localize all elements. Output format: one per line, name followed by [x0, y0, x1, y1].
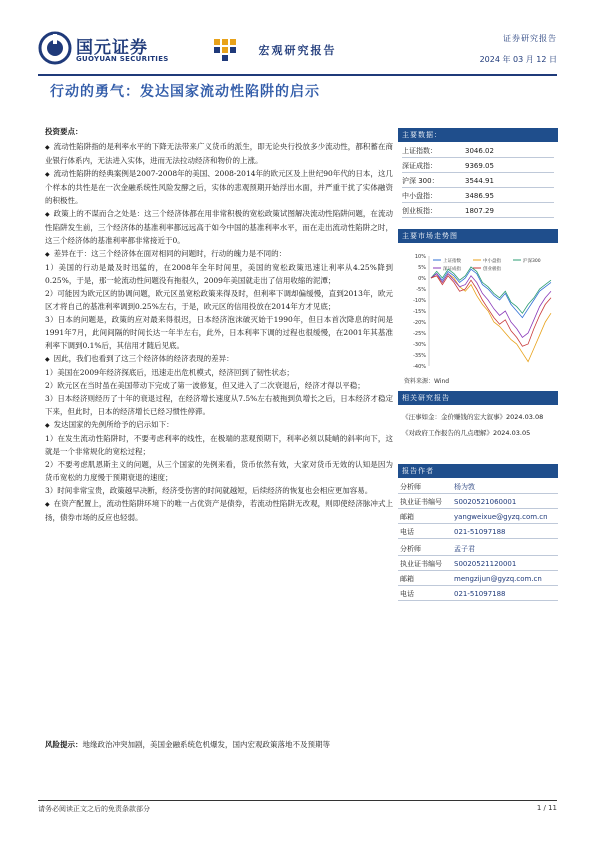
legend-label: 上证指数 — [443, 259, 461, 264]
sub-paragraph: 1）在发生流动性陷阱时，不要考虑利率的线性，在极端的悲观预期下，利率必须以陡峭的斜率向下，这就是一个非常规化的宽松过程； — [45, 434, 393, 456]
author-name-row — [398, 542, 558, 556]
author-tel: 021-51097188 — [454, 590, 506, 598]
index-name: 深证成指： — [402, 162, 437, 170]
index-name: 创业板指： — [402, 207, 437, 215]
author-name-row — [398, 480, 558, 494]
author-field-label: 电话 — [400, 528, 414, 536]
index-value: 1807.29 — [465, 207, 494, 215]
market-data-row — [402, 190, 554, 203]
market-data-row — [402, 175, 554, 188]
related-report-2[interactable]: 《对政府工作报告的几点理解》2024.03.05 — [402, 429, 531, 437]
author-mail[interactable]: yangweixue@gyzq.com.cn — [454, 513, 548, 521]
logo-cn-text: 国元证券 — [76, 38, 148, 58]
bullet-paragraph: ◆ 在资产配置上，流动性陷阱环境下的唯一占优资产是债券，若流动性陷阱无改观，则即使经济脉冲式上扬，债券市场的反应也轻弱。 — [45, 497, 393, 524]
index-value: 9369.05 — [465, 162, 494, 170]
market-trend-chart — [405, 252, 555, 370]
related-reports-header: 相关研究报告 — [398, 391, 558, 405]
sub-paragraph: 1）美国在2009年经济探底后，迅速走出危机模式，经济回到了韧性状态； — [45, 368, 294, 377]
paragraph-list — [45, 140, 393, 524]
y-tick-label: -20% — [413, 320, 426, 326]
author-cert: S0020521120001 — [454, 560, 517, 568]
legend-label: 深证成指 — [443, 267, 461, 272]
author-mail[interactable]: mengzijun@gyzq.com.cn — [454, 575, 542, 583]
index-value: 3046.02 — [465, 147, 494, 155]
author-field-label: 分析师 — [400, 545, 421, 553]
legend-label: 沪深300 — [523, 259, 541, 264]
y-tick-label: -35% — [413, 353, 426, 359]
body-text — [45, 125, 393, 524]
y-tick-label: -10% — [413, 298, 426, 304]
chart-source: 资料来源：Wind — [404, 378, 450, 385]
author-field-label: 电话 — [400, 590, 414, 598]
bullet-paragraph: ◆ 流动性陷阱的经典案例是2007-2008年的美国、2008-2014年的欧元区及上世纪90年代的日本，这几个样本的共性是在一次金融系统性风险发酵之后，实体的悲观预期开始浮出水面，并严重干扰了实体融资的积极性。 — [45, 167, 393, 207]
bullet-paragraph: ◆ 流动性陷阱指的是利率水平的下降无法带来广义货币的派生，即无论央行投放多少流动性，都积蓄在商业银行体系内，无法进入实体，进而无法拉动经济和物价的上涨。 — [45, 140, 393, 167]
y-tick-label: 0% — [418, 276, 426, 282]
author-tel: 021-51097188 — [454, 528, 506, 536]
bullet-paragraph: ◆ 差异在于：这三个经济体在面对相同的问题时，行动的魄力是不同的： — [45, 247, 393, 261]
risk-label: 风险提示： — [45, 740, 83, 749]
y-tick-label: -5% — [416, 287, 426, 293]
sub-paragraph: 3）时间非常宝贵，政策越早决断，经济受伤害的时间就越短，后续经济的恢复也会相应更加容易。 — [45, 486, 373, 495]
sub-paragraph: 1）美国的行动是最及时迅猛的，在2008年全年时间里，美国的宽松政策迅速让利率从4.25%降到0.25%，于是，那一轮流动性问题没有拖很久，2009年美国就走出了信用收缩的泥潭； — [45, 263, 393, 285]
y-tick-label: -40% — [413, 364, 426, 370]
market-data-row — [402, 160, 554, 173]
sub-paragraph: 2）可能因为欧元区的协调问题，欧元区虽宽松政策来得及时，但利率下调却偏缓慢，直到2013年，欧元区才将自己的基准利率调到0.25%左右，于是，欧元区的信用投放在2014年方才见底； — [45, 289, 393, 311]
sub-paragraph: 2）欧元区在当时虽在美国带动下完成了第一波修复，但又进入了二次衰退后，经济才得以平稳； — [45, 381, 365, 390]
sub-paragraph: 2）不要考虑肌恩斯主义的问题，从三个国家的先例来看，货币依然有效，大家对货币无效的认知是因为货币宽松的力度慢于预期衰退的速度； — [45, 460, 393, 482]
report-category: 证券研究报告 — [503, 34, 557, 43]
authors-header: 报告作者 — [398, 464, 558, 478]
series-line — [431, 276, 551, 346]
y-tick-label: -15% — [413, 309, 426, 315]
y-tick-label: -25% — [413, 331, 426, 337]
index-name: 沪深 300： — [402, 177, 439, 185]
index-value: 3544.91 — [465, 177, 494, 185]
y-tick-label: 5% — [418, 265, 426, 271]
report-type: 宏观研究报告 — [258, 44, 337, 57]
y-tick-label: -30% — [413, 342, 426, 348]
author-mail-row — [398, 510, 558, 524]
author-cert-row — [398, 495, 558, 509]
author-field-label: 执业证书编号 — [400, 498, 442, 506]
bullet-paragraph: ◆ 发达国家的先例所给予的启示如下： — [45, 418, 393, 432]
chart-canvas — [405, 252, 555, 370]
author-field-label: 执业证书编号 — [400, 560, 442, 568]
y-tick-label: 10% — [414, 254, 426, 260]
market-data-row — [402, 205, 554, 218]
sub-paragraph: 3）日本的问题是，政策的应对最来得很迟，日本经济泡沫破灭始于1990年，但日本首次降息的时间是1991年7月，此间间隔的时间长达一年半左右，此外，日本利率下调的过程也很缓慢，在2001年其基准利率下调到0.1%后，其信用才随后见底。 — [45, 315, 393, 350]
series-line — [431, 274, 551, 338]
author-mail-row — [398, 572, 558, 586]
author-field-label: 邮箱 — [400, 575, 414, 583]
bullet-paragraph: ◆ 政策上的不谋而合之处是：这三个经济体都在用非常积极的宽松政策试图解决流动性陷阱问题，在流动性陷阱发生前，三个经济体的基准利率都远远高于如今中国的基准利率水平，而在走出流动性陷阱之时，这三个经济体的基准利率都非常接近于0。 — [45, 207, 393, 247]
market-data-row — [402, 145, 554, 158]
report-date: 2024 年 03 月 12 日 — [479, 55, 557, 64]
footer-disclaimer: 请务必阅读正文之后的免责条款部分 — [38, 805, 150, 813]
author-field-label: 邮箱 — [400, 513, 414, 521]
summary-label: 投资要点： — [45, 127, 83, 136]
series-line — [431, 274, 551, 362]
author-name: 杨为敩 — [454, 483, 475, 491]
related-report-1[interactable]: 《汪事如金：金价赚钱的宏大叙事》2024.03.08 — [402, 413, 544, 421]
sub-paragraph: 3）日本经济则经历了十年的衰退过程，在经济增长速度从7.5%左右被拖到负增长之后，日本经济才稳定下来，但此时，日本的经济增长已经习惯性停滞。 — [45, 394, 393, 416]
logo-en-text: GUOYUAN SECURITIES — [76, 55, 169, 63]
author-cert: S0020521060001 — [454, 498, 517, 506]
footer-divider — [38, 800, 557, 801]
page-number: 1 / 11 — [536, 804, 557, 812]
risk-warning — [45, 738, 393, 751]
author-name: 孟子君 — [454, 545, 475, 553]
index-name: 中小盘指： — [402, 192, 437, 200]
risk-text: 地缘政治冲突加剧，美国金融系统危机爆发，国内宏观政策落地不及预期等 — [82, 740, 330, 749]
author-tel-row — [398, 587, 558, 601]
author-tel-row — [398, 525, 558, 539]
index-value: 3486.95 — [465, 192, 494, 200]
header-divider — [38, 74, 557, 76]
market-data-header: 主要数据： — [398, 128, 558, 142]
market-trend-header: 主要市场走势图 — [398, 229, 558, 243]
page-header — [0, 0, 595, 82]
legend-label: 中小盘指 — [483, 259, 501, 264]
author-field-label: 分析师 — [400, 483, 421, 491]
index-name: 上证指数： — [402, 147, 437, 155]
page-title: 行动的勇气：发达国家流动性陷阱的启示 — [50, 84, 320, 100]
author-cert-row — [398, 557, 558, 571]
bullet-paragraph: ◆ 因此，我们也看到了这三个经济体的经济表现的差异： — [45, 352, 393, 366]
legend-label: 创业板指 — [483, 267, 501, 272]
